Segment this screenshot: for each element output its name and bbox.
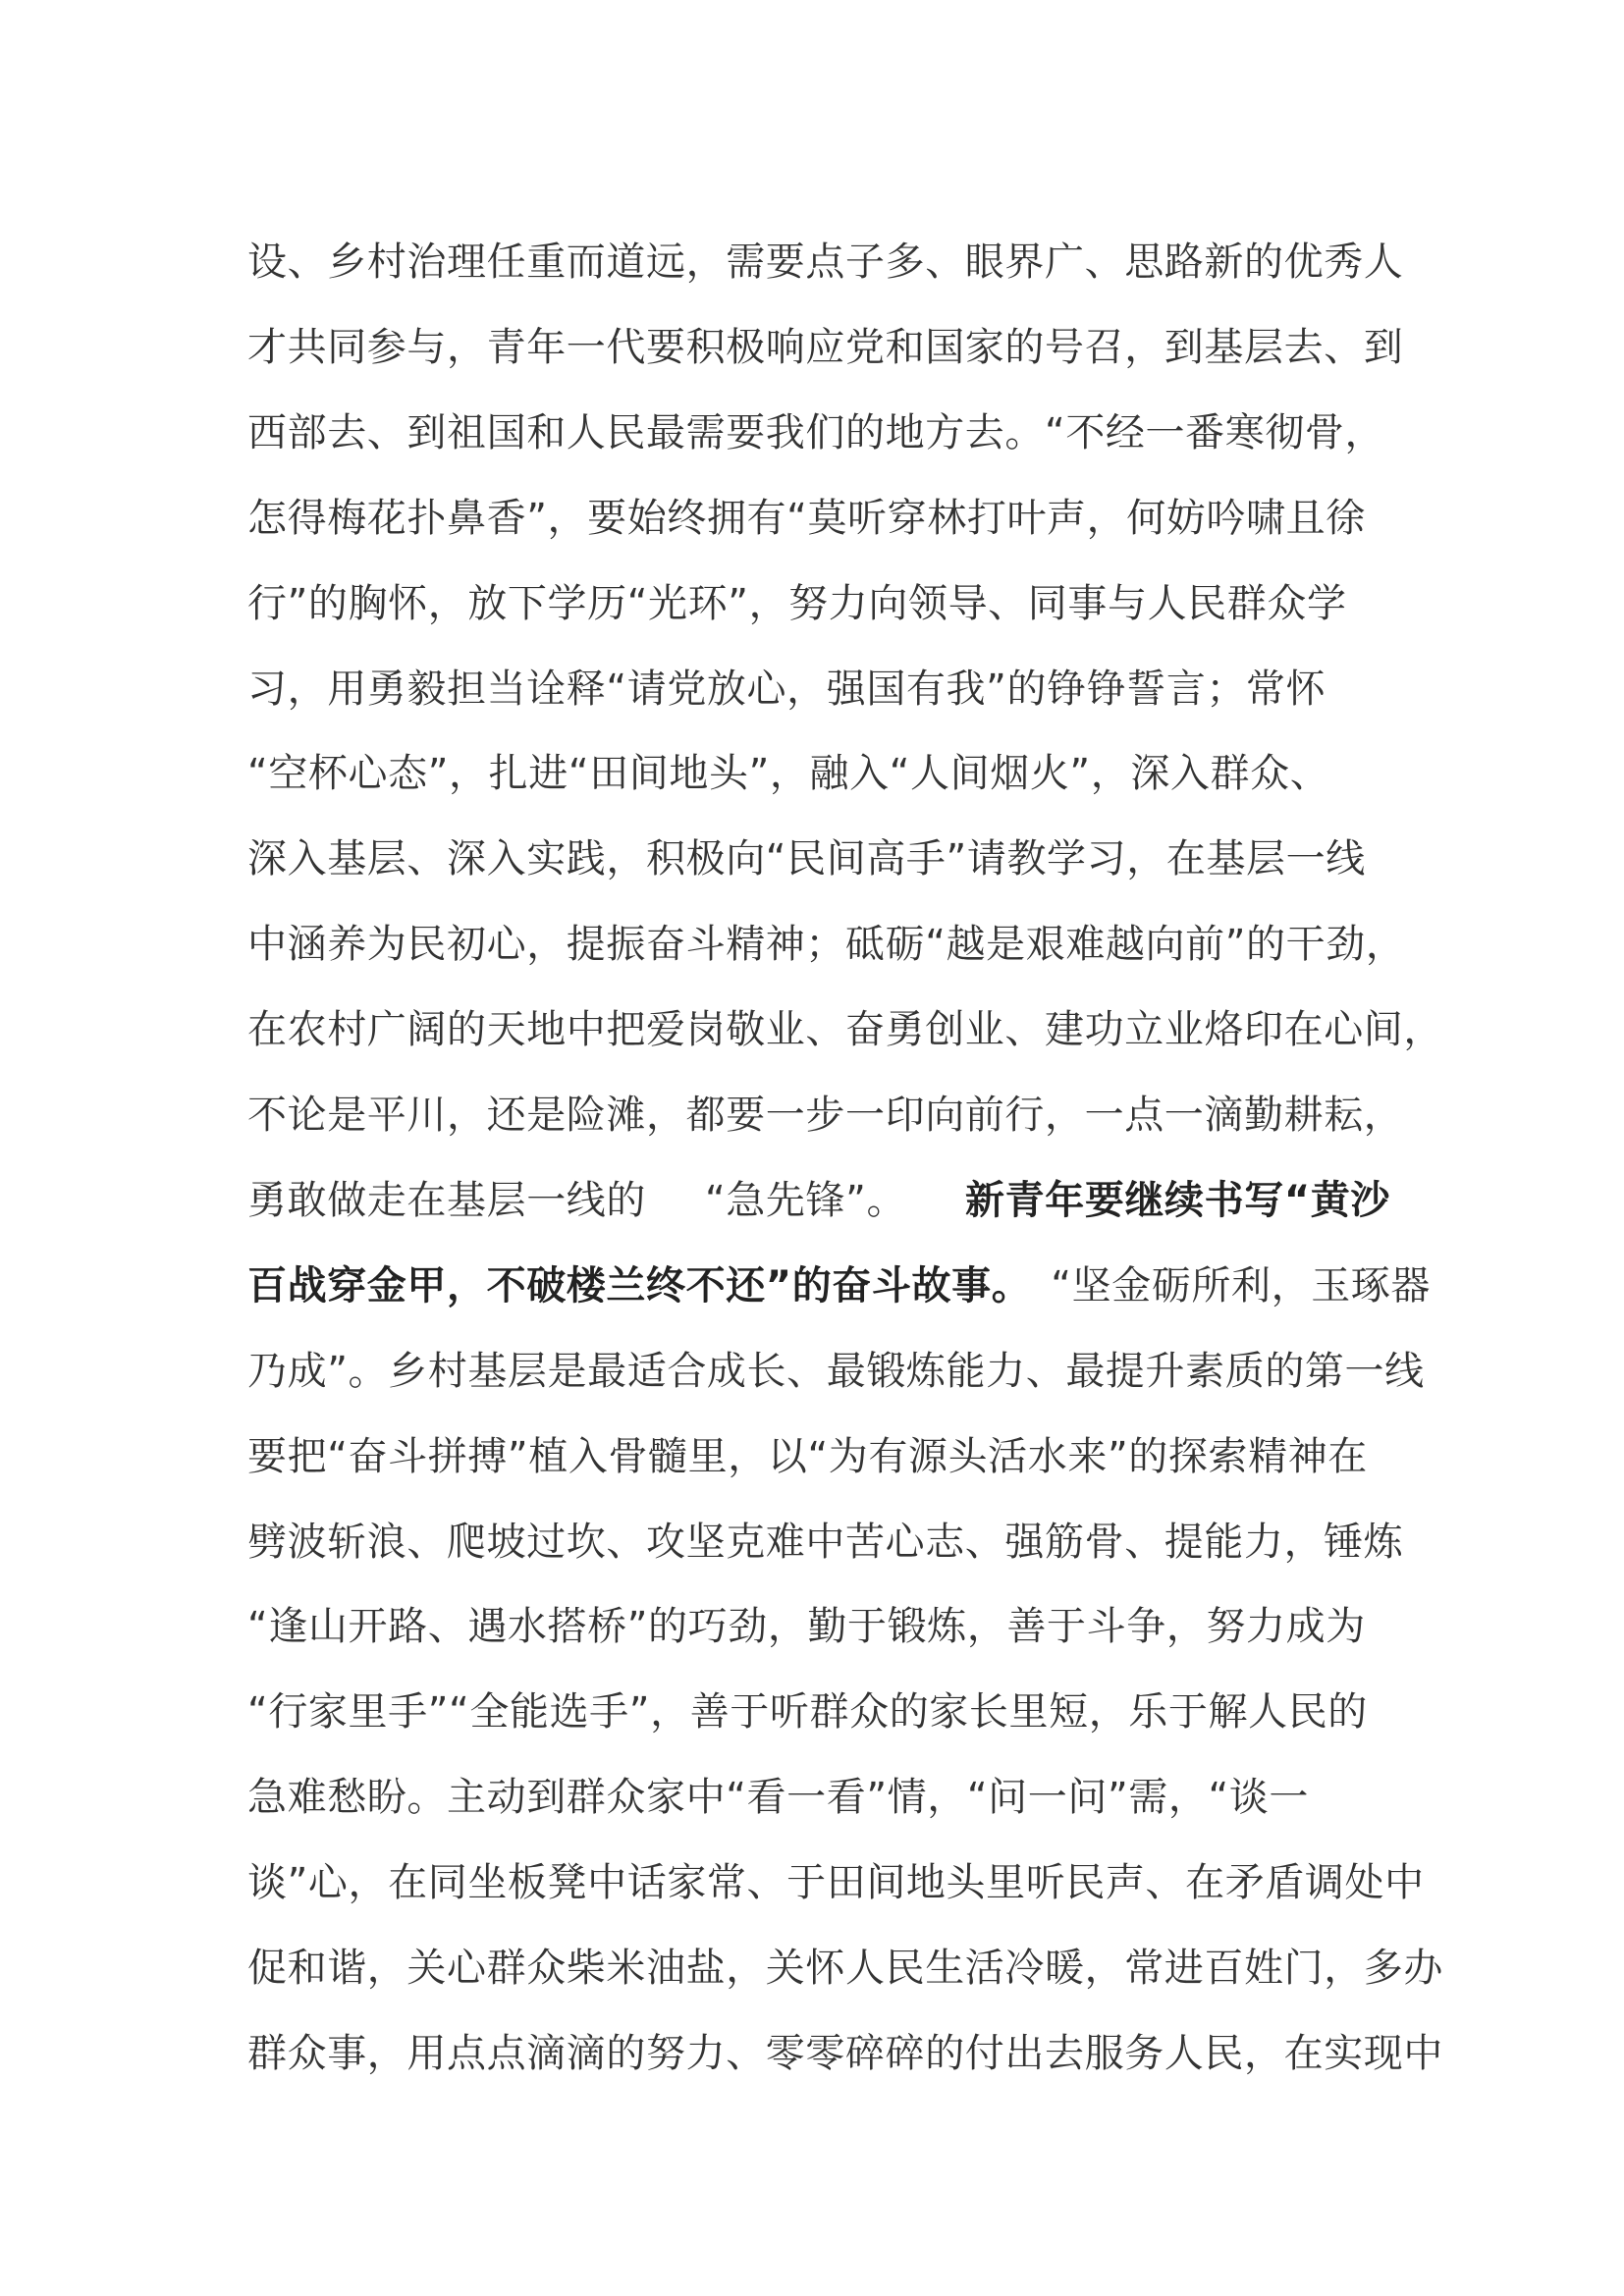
text-line: 促和谐，关心群众柴米油盐，关怀人民生活冷暖，常进百姓门，多办 <box>247 1946 1443 1991</box>
text-line-mixed <box>247 1177 1390 1224</box>
text-line: 设、乡村治理任重而道远，需要点子多、眼界广、思路新的优秀人 <box>247 240 1404 285</box>
text-line: 深入基层、深入实践，积极向“民间高手”请教学习，在基层一线 <box>247 836 1366 882</box>
section-heading-end: 百战穿金甲，不破楼兰终不还”的奋斗故事。 <box>247 1262 1032 1308</box>
section-heading-start: 新青年要继续书写“黄沙 <box>965 1177 1390 1223</box>
text-line: “空杯心态”，扎进“田间地头”，融入“人间烟火”，深入群众、 <box>247 751 1330 797</box>
text-line: 西部去、到祖国和人民最需要我们的地方去。“不经一番寒彻骨， <box>247 409 1385 455</box>
text-segment: “坚金砺所利，玉琢器 <box>1051 1262 1432 1308</box>
text-line: 行”的胸怀，放下学历“光环”，努力向领导、同事与人民群众学 <box>247 580 1347 626</box>
text-line: 在农村广阔的天地中把爱岗敬业、奋勇创业、建功立业烙印在心间， <box>247 1007 1443 1053</box>
text-line: 怎得梅花扑鼻香”，要始终拥有“莫听穿林打叶声，何妨吟啸且徐 <box>247 495 1366 541</box>
text-line: 群众事，用点点滴滴的努力、零零碎碎的付出去服务人民，在实现中 <box>247 2030 1443 2076</box>
text-line: 急难愁盼。主动到群众家中“看一看”情，“问一问”需，“谈一 <box>247 1775 1310 1821</box>
text-line: 劈波斩浪、爬坡过坎、攻坚克难中苦心志、强筋骨、提能力，锤炼 <box>247 1519 1404 1565</box>
text-line: “逢山开路、遇水搭桥”的巧劲，勤于锻炼，善于斗争，努力成为 <box>247 1604 1366 1650</box>
text-line: 中涵养为民初心，提振奋斗精神；砥砺“越是艰难越向前”的干劲， <box>247 922 1406 968</box>
text-line: 习，用勇毅担当诠释“请党放心，强国有我”的铮铮誓言；常怀 <box>247 666 1326 712</box>
text-line: 谈”心，在同坐板凳中话家常、于田间地头里听民声、在矛盾调处中 <box>247 1860 1425 1906</box>
text-segment: 勇敢做走在基层一线的 <box>247 1177 646 1223</box>
text-line: 乃成”。乡村基层是最适合成长、最锻炼能力、最提升素质的第一线 <box>247 1348 1425 1394</box>
text-line: 才共同参与，青年一代要积极响应党和国家的号召，到基层去、到 <box>247 324 1404 370</box>
text-line: 不论是平川，还是险滩，都要一步一印向前行，一点一滴勤耕耘， <box>247 1093 1404 1138</box>
text-segment: “急先锋”。 <box>705 1177 907 1223</box>
text-line: “行家里手”“全能选手”，善于听群众的家长里短，乐于解人民的 <box>247 1689 1368 1735</box>
text-line-mixed <box>247 1262 1431 1309</box>
text-line: 要把“奋斗拼搏”植入骨髓里，以“为有源头活水来”的探索精神在 <box>247 1433 1368 1479</box>
